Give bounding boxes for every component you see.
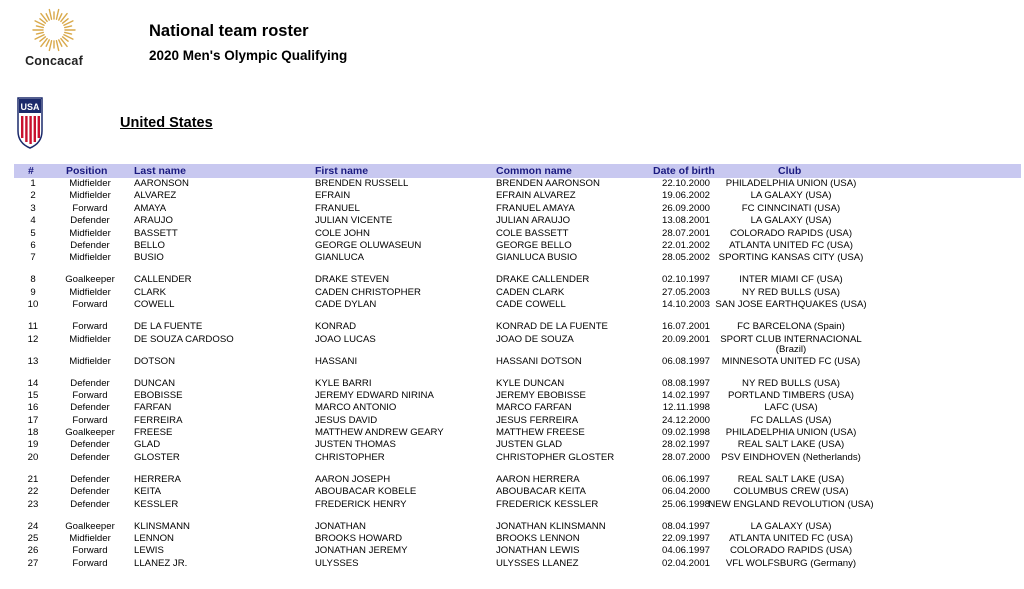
player-number: 1 [30,178,36,189]
player-date-of-birth: 24.12.2000 [661,414,710,426]
player-last-name: LENNON [134,533,174,545]
player-first-name: DRAKE STEVEN [315,274,390,286]
table-row [0,440,1024,452]
player-position: Forward [72,557,108,569]
player-club: VFL WOLFSBURG (Germany) [725,557,857,569]
player-date-of-birth: 08.08.1997 [661,377,710,389]
table-row [0,403,1024,415]
player-last-name: HERRERA [134,473,181,485]
player-number: 10 [27,299,39,311]
player-last-name: GLOSTER [134,451,180,463]
player-date-of-birth: 28.07.2000 [661,451,710,463]
player-first-name: KYLE BARRI [315,377,372,389]
player-last-name: CALLENDER [134,274,192,286]
player-date-of-birth: 22.10.2000 [661,178,710,189]
player-club: FC CINNCINATI (USA) [741,202,841,214]
player-number: 22 [27,486,39,498]
player-common-name: MATTHEW FREESE [496,427,585,439]
logo-text: Concacaf [25,54,83,68]
player-club: LA GALAXY (USA) [750,215,832,227]
player-club: MINNESOTA UNITED FC (USA) [721,355,861,367]
player-position: Midfielder [69,252,111,264]
player-common-name: KYLE DUNCAN [496,377,565,389]
player-last-name: DE LA FUENTE [134,321,203,333]
player-first-name: BRENDEN RUSSELL [315,178,409,189]
player-last-name: FERREIRA [134,414,183,426]
player-position: Defender [70,439,110,451]
player-number: 7 [30,252,36,264]
page-subtitle: 2020 Men's Olympic Qualifying [149,48,348,63]
player-date-of-birth: 19.06.2002 [661,190,710,202]
player-first-name: CADE DYLAN [315,299,377,311]
table-row [0,253,1024,275]
player-club: COLORADO RAPIDS (USA) [729,545,853,557]
player-common-name: KONRAD DE LA FUENTE [496,321,608,333]
player-position: Midfielder [69,178,111,189]
player-last-name: GLAD [134,439,161,451]
col-last-name: Last name [134,165,186,177]
player-date-of-birth: 06.04.2000 [661,486,710,498]
table-row [0,559,1024,571]
player-common-name: JONATHAN LEWIS [496,545,580,557]
player-club: ATLANTA UNITED FC (USA) [729,239,853,251]
player-date-of-birth: 28.02.1997 [661,439,710,451]
table-header [14,164,1021,178]
player-date-of-birth: 02.10.1997 [661,274,710,286]
player-club: INTER MIAMI CF (USA) [739,274,843,286]
player-position: Forward [72,389,108,401]
player-club: PHILADELPHIA UNION (USA) [725,178,857,189]
player-common-name: GEORGE BELLO [496,239,572,251]
player-number: 24 [27,520,39,532]
player-last-name: BUSIO [134,252,164,264]
player-first-name: KONRAD [315,321,357,333]
player-last-name: EBOBISSE [134,389,183,401]
player-common-name: CADEN CLARK [496,286,565,298]
player-last-name: KLINSMANN [134,520,190,532]
player-date-of-birth: 20.09.2001 [661,333,710,345]
player-last-name: FARFAN [134,402,172,414]
player-common-name: EFRAIN ALVAREZ [496,190,576,202]
player-position: Forward [72,414,108,426]
player-position: Forward [72,299,108,311]
player-first-name: JUSTEN THOMAS [315,439,396,451]
player-last-name: AMAYA [134,202,167,214]
table-row [0,500,1024,522]
player-number: 4 [30,215,36,227]
player-position: Forward [72,321,108,333]
player-number: 3 [30,202,36,214]
player-position: Forward [72,545,108,557]
player-first-name: MARCO ANTONIO [315,402,397,414]
player-common-name: BROOKS LENNON [496,533,580,545]
player-last-name: DOTSON [134,355,176,367]
table-row [0,487,1024,499]
player-common-name: FREDERICK KESSLER [496,498,599,510]
player-first-name: JULIAN VICENTE [315,215,393,227]
player-last-name: BASSETT [134,227,178,239]
player-common-name: DRAKE CALLENDER [496,274,590,286]
player-position: Defender [70,473,110,485]
player-first-name: AARON JOSEPH [315,473,391,485]
player-date-of-birth: 16.07.2001 [661,321,710,333]
player-position: Goalkeeper [65,274,115,286]
table-row [0,453,1024,475]
player-club: PSV EINDHOVEN (Netherlands) [721,451,861,463]
player-position: Defender [70,402,110,414]
player-date-of-birth: 08.04.1997 [661,520,710,532]
player-date-of-birth: 26.09.2000 [661,202,710,214]
player-first-name: GEORGE OLUWASEUN [315,239,422,251]
player-number: 20 [27,451,39,463]
player-club: NEW ENGLAND REVOLUTION (USA) [708,498,874,510]
player-club: LA GALAXY (USA) [750,190,832,202]
player-number: 14 [27,377,39,389]
player-number: 19 [27,439,39,451]
player-last-name: DUNCAN [134,377,176,389]
player-club: COLORADO RAPIDS (USA) [729,227,853,239]
player-club: PORTLAND TIMBERS (USA) [728,389,854,401]
player-club: LA GALAXY (USA) [750,520,832,532]
player-club: SPORTING KANSAS CITY (USA) [718,252,864,264]
player-club: SPORT CLUB INTERNACIONAL (Brazil) [720,333,862,356]
player-first-name: CADEN CHRISTOPHER [315,286,421,298]
player-first-name: FREDERICK HENRY [315,498,407,510]
player-last-name: LEWIS [134,545,164,557]
table-row [0,300,1024,322]
player-common-name: BRENDEN AARONSON [496,178,600,189]
col-club: Club [778,165,802,177]
player-number: 18 [27,427,39,439]
player-position: Midfielder [69,190,111,202]
player-common-name: JULIAN ARAUJO [496,215,571,227]
player-first-name: HASSANI [315,355,358,367]
player-first-name: ULYSSES [315,557,359,569]
player-last-name: BELLO [134,239,165,251]
player-number: 5 [30,227,36,239]
player-club: REAL SALT LAKE (USA) [737,473,845,485]
table-row [0,191,1024,203]
player-first-name: COLE JOHN [315,227,370,239]
player-position: Defender [70,486,110,498]
player-date-of-birth: 28.05.2002 [661,252,710,264]
player-position: Defender [70,377,110,389]
player-common-name: JOAO DE SOUZA [496,333,574,345]
player-position: Goalkeeper [65,520,115,532]
player-number: 2 [30,190,36,202]
player-common-name: HASSANI DOTSON [496,355,582,367]
table-row [0,216,1024,228]
player-club: REAL SALT LAKE (USA) [737,439,845,451]
player-common-name: JEREMY EBOBISSE [496,389,586,401]
player-last-name: ARAUJO [134,215,173,227]
concacaf-logo [14,8,94,68]
player-number: 27 [27,557,39,569]
player-position: Forward [72,202,108,214]
player-common-name: AARON HERRERA [496,473,580,485]
player-common-name: ABOUBACAR KEITA [496,486,586,498]
player-club: SAN JOSE EARTHQUAKES (USA) [715,299,867,311]
player-first-name: BROOKS HOWARD [315,533,403,545]
player-position: Defender [70,239,110,251]
player-last-name: FREESE [134,427,173,439]
player-date-of-birth: 02.04.2001 [661,557,710,569]
player-club: NY RED BULLS (USA) [742,377,840,389]
player-last-name: LLANEZ JR. [134,557,188,569]
player-first-name: JESUS DAVID [315,414,378,426]
player-common-name: JESUS FERREIRA [496,414,579,426]
player-number: 16 [27,402,39,414]
player-number: 12 [27,333,39,345]
player-common-name: JONATHAN KLINSMANN [496,520,606,532]
player-first-name: MATTHEW ANDREW GEARY [315,427,444,439]
player-last-name: DE SOUZA CARDOSO [134,333,234,345]
col-date-of-birth: Date of birth [653,165,715,177]
table-row [0,335,1024,357]
player-number: 8 [30,274,36,286]
player-first-name: ABOUBACAR KOBELE [315,486,417,498]
player-common-name: MARCO FARFAN [496,402,572,414]
player-date-of-birth: 06.08.1997 [661,355,710,367]
player-number: 23 [27,498,39,510]
player-position: Goalkeeper [65,427,115,439]
table-row [0,546,1024,558]
player-position: Midfielder [69,333,111,345]
player-last-name: KESSLER [134,498,179,510]
player-common-name: CHRISTOPHER GLOSTER [496,451,615,463]
player-club: FC DALLAS (USA) [750,414,832,426]
player-date-of-birth: 13.08.2001 [661,215,710,227]
player-first-name: JONATHAN [315,520,366,532]
player-first-name: GIANLUCA [315,252,365,264]
player-number: 6 [30,239,36,251]
player-date-of-birth: 14.10.2003 [661,299,710,311]
crest-text: USA [20,102,40,112]
player-date-of-birth: 04.06.1997 [661,545,710,557]
player-date-of-birth: 25.06.1998 [661,498,710,510]
player-number: 17 [27,414,39,426]
player-last-name: CLARK [134,286,166,298]
player-first-name: JOAO LUCAS [315,333,376,345]
player-first-name: JONATHAN JEREMY [315,545,408,557]
player-last-name: COWELL [134,299,175,311]
concacaf-sun-icon [32,8,76,52]
player-date-of-birth: 12.11.1998 [662,402,710,414]
col-position: Position [66,165,108,177]
player-number: 15 [27,389,39,401]
player-number: 9 [30,286,36,298]
table-row [0,322,1024,334]
table-row [0,357,1024,379]
player-number: 11 [28,321,38,333]
player-first-name: FRANUEL [315,202,360,214]
player-club: COLUMBUS CREW (USA) [733,486,849,498]
player-position: Defender [70,215,110,227]
col-common-name: Common name [496,165,572,177]
player-common-name: ULYSSES LLANEZ [496,557,579,569]
player-club: FC BARCELONA (Spain) [737,321,845,333]
page-title: National team roster [149,22,309,40]
player-first-name: JEREMY EDWARD NIRINA [315,389,434,401]
player-first-name: EFRAIN [315,190,351,202]
player-number: 21 [27,473,39,485]
team-name: United States [120,115,213,131]
player-position: Defender [70,451,110,463]
player-club: ATLANTA UNITED FC (USA) [729,533,853,545]
player-first-name: CHRISTOPHER [315,451,385,463]
player-number: 26 [27,545,39,557]
player-date-of-birth: 06.06.1997 [661,473,710,485]
player-position: Midfielder [69,286,111,298]
usa-crest-icon [17,97,43,154]
table-row [0,275,1024,287]
col-first-name: First name [315,165,369,177]
player-common-name: COLE BASSETT [496,227,569,239]
player-date-of-birth: 22.09.1997 [661,533,710,545]
player-position: Defender [70,498,110,510]
roster-table-body [0,179,1024,571]
player-number: 25 [27,533,39,545]
player-club: LAFC (USA) [764,402,818,414]
player-common-name: FRANUEL AMAYA [496,202,575,214]
col-number: # [28,165,34,177]
player-date-of-birth: 27.05.2003 [661,286,710,298]
player-position: Midfielder [69,533,111,545]
player-position: Midfielder [69,355,111,367]
player-date-of-birth: 22.01.2002 [661,239,710,251]
player-common-name: CADE COWELL [496,299,566,311]
player-club: PHILADELPHIA UNION (USA) [725,427,857,439]
player-common-name: GIANLUCA BUSIO [496,252,578,264]
player-position: Midfielder [69,227,111,239]
player-last-name: ALVAREZ [134,190,177,202]
player-date-of-birth: 28.07.2001 [661,227,710,239]
player-club: NY RED BULLS (USA) [742,286,840,298]
player-date-of-birth: 09.02.1998 [661,427,710,439]
player-number: 13 [27,355,39,367]
player-common-name: JUSTEN GLAD [496,439,563,451]
player-date-of-birth: 14.02.1997 [661,389,710,401]
player-last-name: AARONSON [134,178,189,189]
player-last-name: KEITA [134,486,162,498]
